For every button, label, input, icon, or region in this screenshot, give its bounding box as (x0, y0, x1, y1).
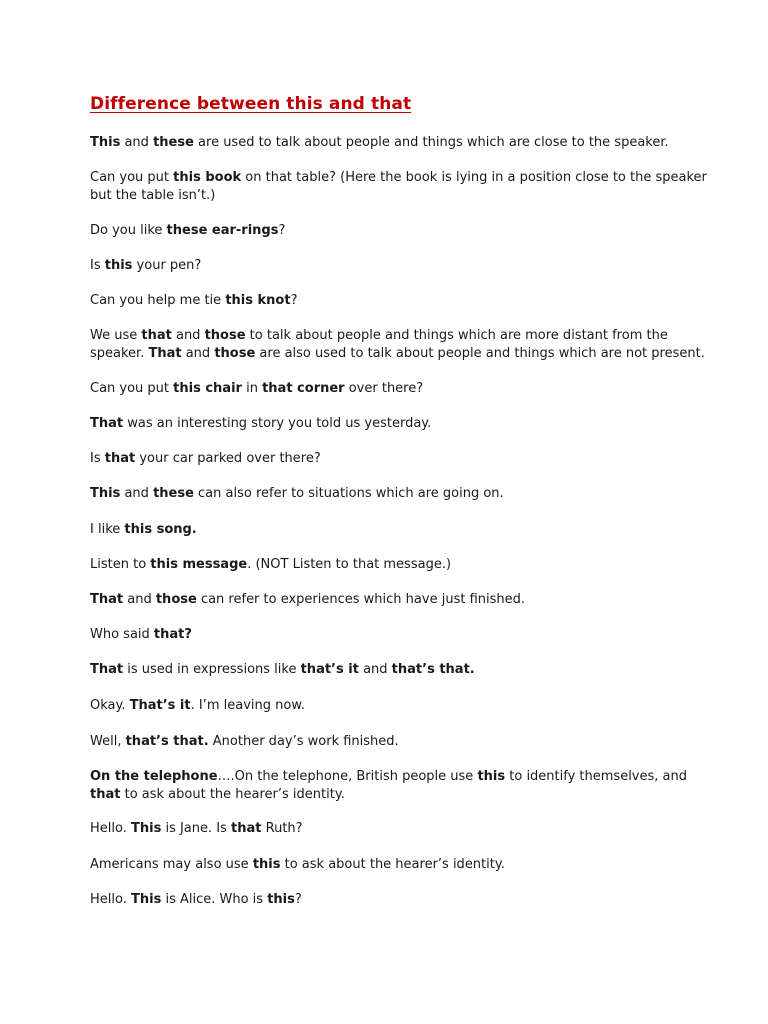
plain-text: can also refer to situations which are going on. (193, 486, 504, 501)
text-line (90, 786, 680, 804)
text-line (90, 768, 687, 786)
paragraph (90, 697, 680, 715)
plain-text: and (120, 135, 154, 150)
plain-text: ? (278, 223, 286, 238)
plain-text: ? (294, 892, 302, 907)
text-line (90, 521, 680, 539)
bold-text: This (90, 135, 121, 150)
bold-text: this (104, 258, 133, 273)
text-line (90, 626, 680, 644)
bold-text: these ear-rings (166, 223, 279, 238)
plain-text: Hello. (90, 821, 131, 836)
bold-text: That (148, 346, 182, 361)
plain-text: was an interesting story you told us yesterday. (123, 416, 432, 431)
paragraph (90, 661, 680, 679)
plain-text: to ask about the hearer’s identity. (280, 857, 505, 872)
plain-text: to talk about people and things which are more distant from the (245, 328, 668, 343)
bold-text: that (231, 821, 262, 836)
text-line (90, 591, 680, 609)
plain-text: Is (90, 451, 105, 466)
paragraph (90, 521, 680, 539)
plain-text: . (NOT Listen to that message.) (247, 557, 452, 572)
bold-text: these (153, 135, 194, 150)
plain-text: is used in expressions like (123, 662, 301, 677)
bold-text: these (153, 486, 194, 501)
bold-text: that’s that. (125, 734, 209, 749)
bold-text: This (131, 892, 162, 907)
text-line (90, 292, 680, 310)
plain-text: Listen to (90, 557, 151, 572)
bold-text: this (252, 857, 281, 872)
bold-text: This (90, 486, 121, 501)
bold-text: That (90, 662, 124, 677)
text-line (90, 697, 680, 715)
paragraph (90, 450, 680, 468)
plain-text: I like (90, 522, 125, 537)
text-line (90, 327, 680, 345)
bold-text: this message (150, 557, 248, 572)
text-line (90, 661, 680, 679)
plain-text: but the table isn’t.) (90, 188, 216, 203)
bold-text: that’s that. (391, 662, 475, 677)
bold-text: those (155, 592, 197, 607)
text-line (90, 222, 680, 240)
text-line (90, 134, 680, 152)
text-line (90, 345, 705, 363)
plain-text: Can you help me tie (90, 293, 226, 308)
text-line (90, 187, 680, 205)
bold-text: this (267, 892, 295, 907)
plain-text: your car parked over there? (135, 451, 321, 466)
text-line (90, 856, 680, 874)
plain-text: are also used to talk about people and things which are not present. (255, 346, 705, 361)
paragraph (90, 733, 680, 751)
text-line (90, 257, 680, 275)
bold-text: that (141, 328, 172, 343)
bold-text: that (104, 451, 136, 466)
bold-text: that corner (262, 381, 345, 396)
text-line (90, 820, 680, 838)
paragraph (90, 891, 680, 909)
bold-text: those (204, 328, 246, 343)
paragraph (90, 292, 680, 310)
plain-text: and (171, 328, 205, 343)
plain-text: are used to talk about people and things which are close to the speaker. (193, 135, 669, 150)
paragraph (90, 169, 707, 205)
bold-text: On the telephone (90, 769, 218, 784)
paragraph (90, 222, 680, 240)
paragraph (90, 820, 680, 838)
plain-text: to identify themselves, and (505, 769, 687, 784)
bold-text: this knot (225, 293, 291, 308)
plain-text: Is (90, 258, 105, 273)
plain-text: Well, (90, 734, 126, 749)
plain-text: is Jane. Is (161, 821, 232, 836)
plain-text: can refer to experiences which have just finished. (196, 592, 525, 607)
paragraph (90, 380, 680, 398)
plain-text: and (123, 592, 156, 607)
paragraph (90, 768, 687, 804)
text-line (90, 169, 707, 187)
plain-text: Can you put (90, 170, 174, 185)
paragraph (90, 327, 705, 363)
plain-text: and (358, 662, 392, 677)
paragraph (90, 856, 680, 874)
bold-text: this chair (173, 381, 242, 396)
plain-text: Can you put (90, 381, 174, 396)
plain-text: . I’m leaving now. (190, 698, 305, 713)
paragraph (90, 134, 680, 152)
bold-text: this book (173, 170, 242, 185)
bold-text: That (90, 416, 124, 431)
text-line (90, 485, 680, 503)
plain-text: Ruth? (261, 821, 303, 836)
text-line (90, 380, 680, 398)
paragraph (90, 556, 680, 574)
bold-text: that? (153, 627, 192, 642)
bold-text: those (214, 346, 256, 361)
bold-text: that (90, 787, 121, 802)
plain-text: Okay. (90, 698, 130, 713)
bold-text: That’s it (129, 698, 191, 713)
plain-text: in (241, 381, 263, 396)
document-title: Difference between this and that (90, 94, 412, 114)
plain-text: Hello. (90, 892, 131, 907)
plain-text: Another day’s work finished. (208, 734, 399, 749)
plain-text: your pen? (132, 258, 202, 273)
text-line (90, 450, 680, 468)
paragraph (90, 415, 680, 433)
bold-text: This (131, 821, 162, 836)
plain-text: and (181, 346, 215, 361)
plain-text: ….On the telephone, British people use (217, 769, 478, 784)
paragraph (90, 591, 680, 609)
text-line (90, 415, 680, 433)
plain-text: ? (290, 293, 298, 308)
plain-text: We use (90, 328, 142, 343)
text-line (90, 556, 680, 574)
plain-text: and (120, 486, 154, 501)
text-line (90, 733, 680, 751)
bold-text: that’s it (300, 662, 359, 677)
bold-text: That (90, 592, 124, 607)
plain-text: Americans may also use (90, 857, 253, 872)
plain-text: to ask about the hearer’s identity. (120, 787, 345, 802)
plain-text: over there? (344, 381, 424, 396)
plain-text: Who said (90, 627, 154, 642)
bold-text: this song. (124, 522, 197, 537)
plain-text: is Alice. Who is (161, 892, 268, 907)
paragraph (90, 626, 680, 644)
paragraph (90, 485, 680, 503)
plain-text: on that table? (Here the book is lying in a position close to the speaker (241, 170, 707, 185)
bold-text: this (477, 769, 506, 784)
text-line (90, 891, 680, 909)
plain-text: Do you like (90, 223, 167, 238)
plain-text: speaker. (90, 346, 149, 361)
paragraph (90, 257, 680, 275)
